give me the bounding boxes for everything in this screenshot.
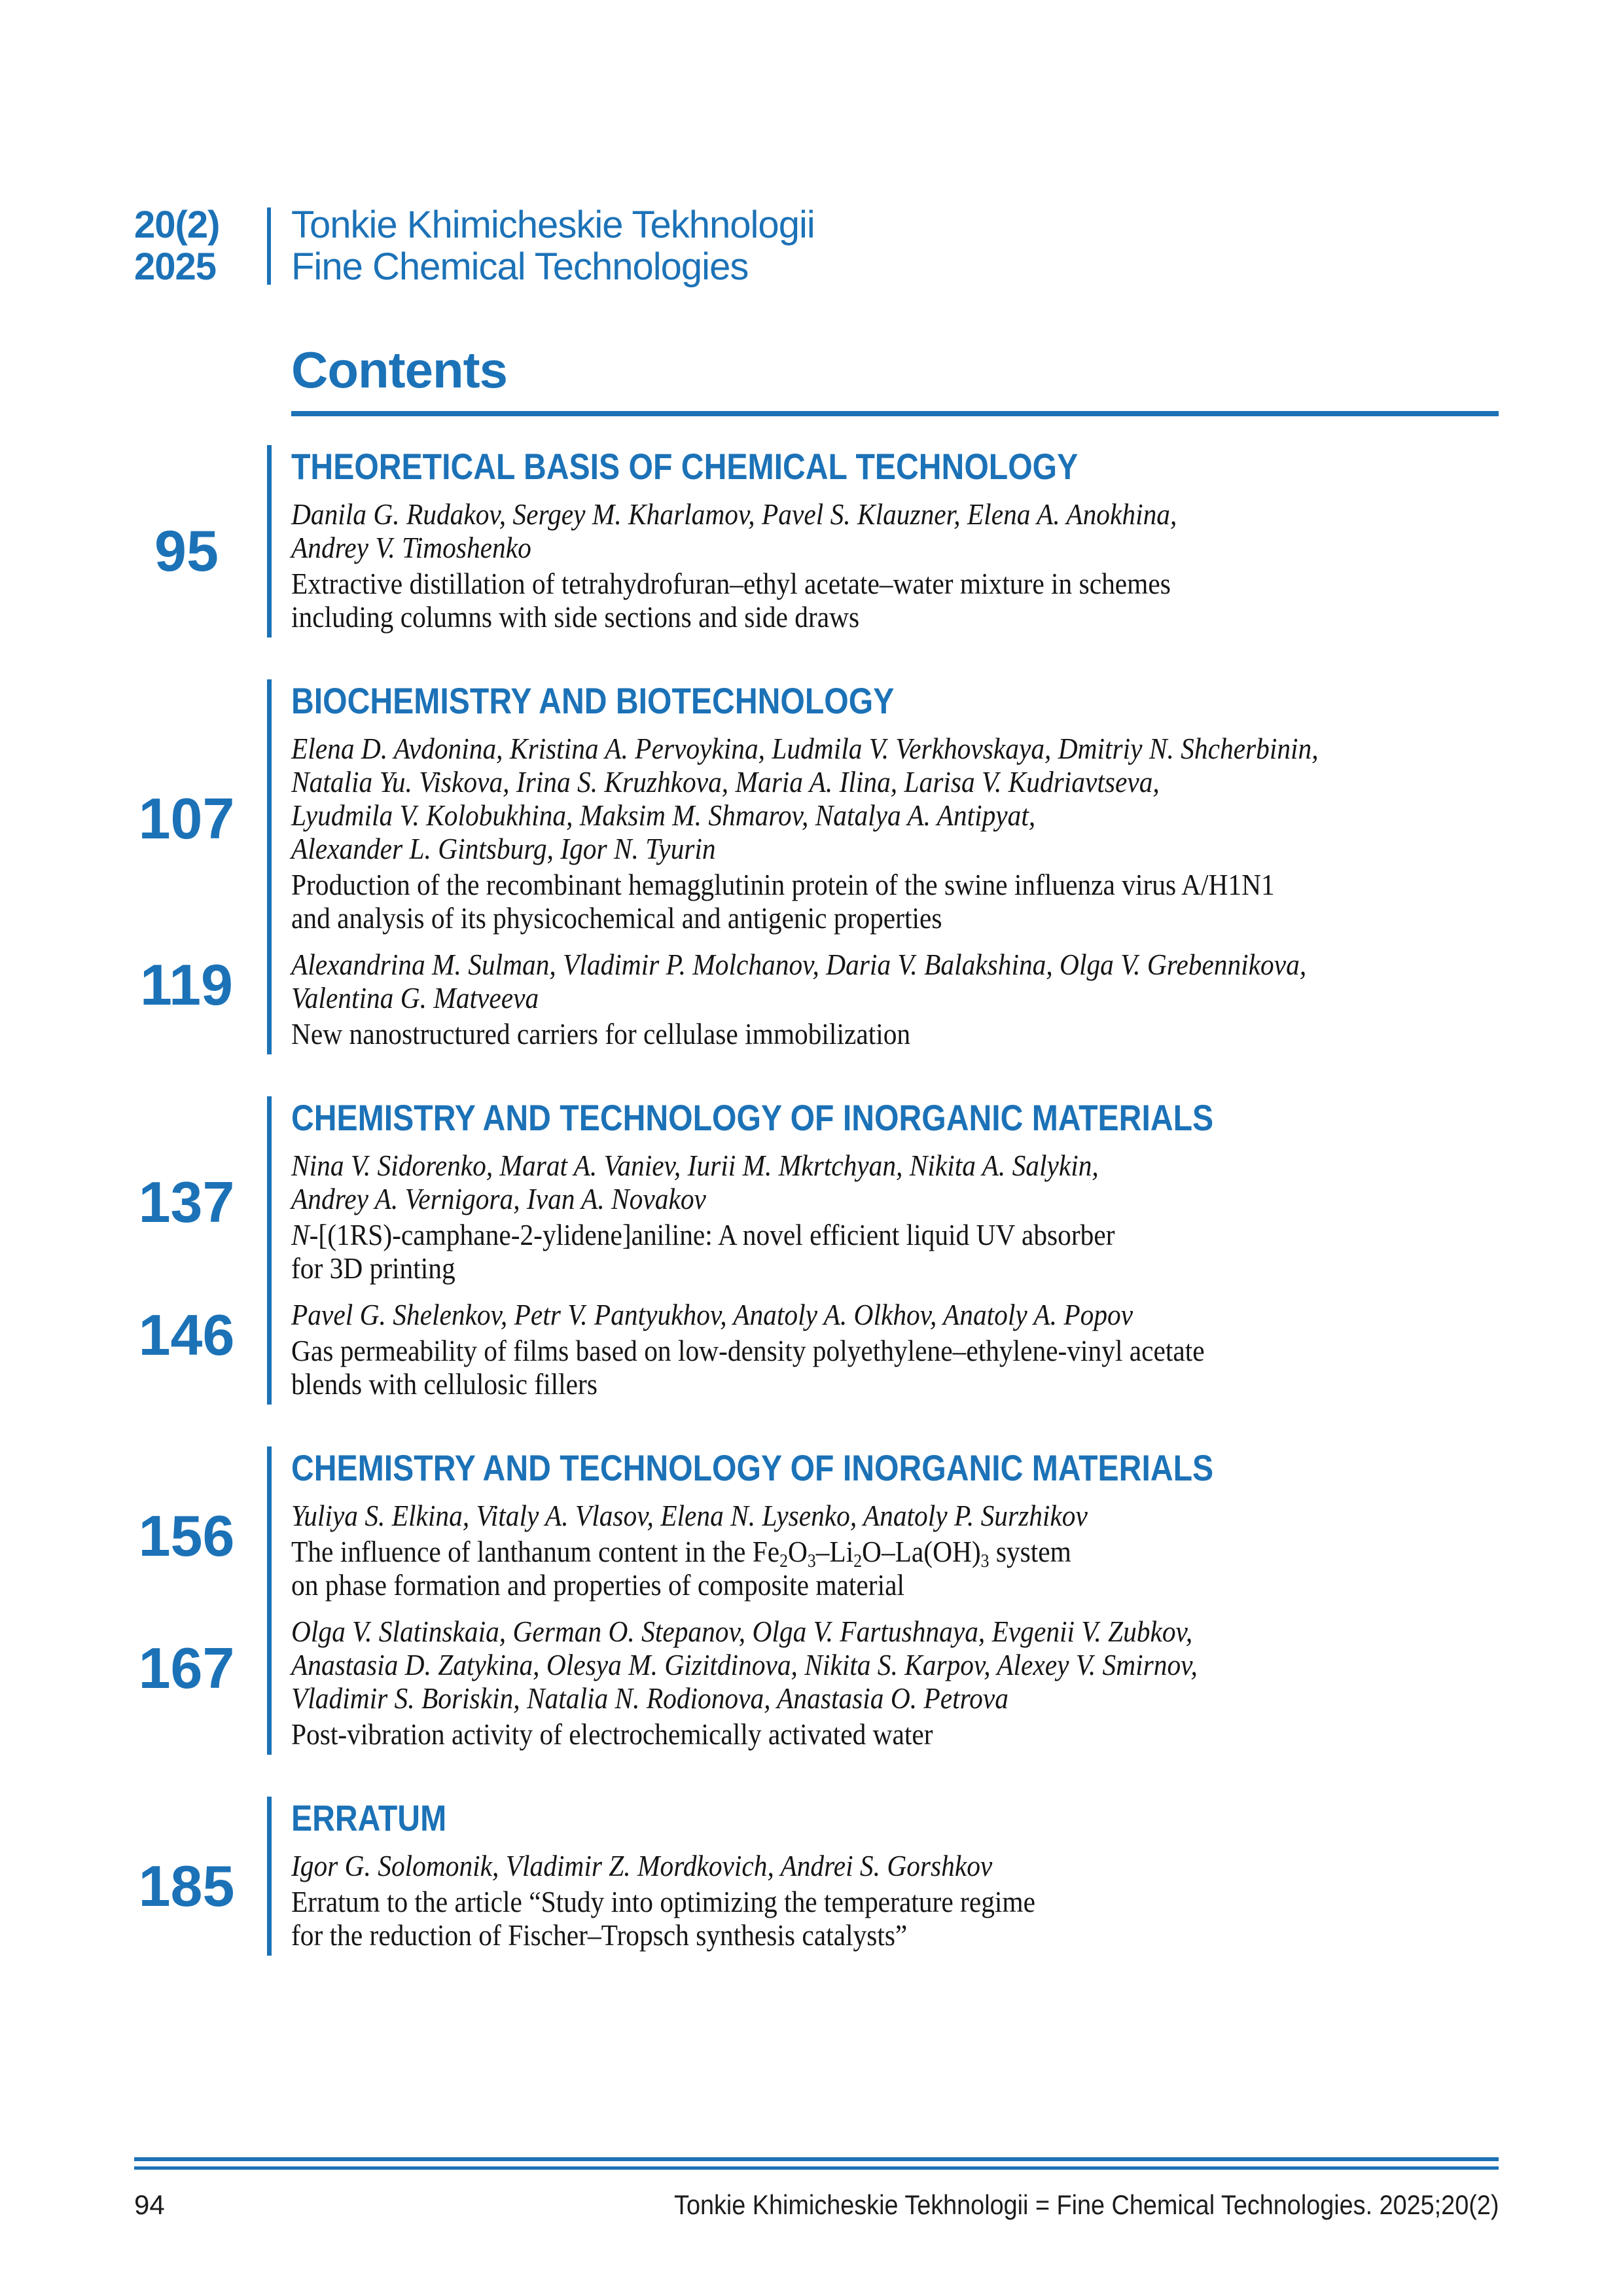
issue-block	[134, 204, 219, 288]
entry-authors: Nina V. Sidorenko, Marat A. Vaniev, Iurii M. Mkrtchyan, Nikita A. Salykin, Andrey A. Vernigora, Ivan A. Novakov	[291, 1149, 1099, 1215]
section-erratum	[134, 1799, 1499, 1952]
toc-entry	[138, 1849, 1499, 1952]
page-footer	[134, 2157, 1499, 2221]
entry-authors: Igor G. Solomonik, Vladimir Z. Mordkovich, Andrei S. Gorshkov	[291, 1849, 993, 1882]
issue-year: 2025	[134, 245, 217, 288]
journal-titles	[291, 204, 1499, 288]
entry-page-number: 185	[138, 1853, 235, 1918]
section-bar	[267, 679, 272, 1054]
entry-authors: Pavel G. Shelenkov, Petr V. Pantyukhov, Anatoly A. Olkhov, Anatoly A. Popov	[291, 1298, 1133, 1331]
section-bar	[267, 1096, 272, 1405]
toc-entry	[138, 732, 1499, 935]
section-heading: THEORETICAL BASIS OF CHEMICAL TECHNOLOGY	[291, 446, 1079, 487]
section-biochemistry	[134, 682, 1499, 1050]
entry-page-number: 137	[138, 1170, 235, 1234]
entry-page-number: 95	[154, 518, 219, 583]
page-title: Contents	[291, 341, 507, 399]
toc-entry	[138, 1149, 1499, 1285]
entry-authors: Olga V. Slatinskaia, German O. Stepanov, Olga V. Fartushnaya, Evgenii V. Zubkov, Anastasia D. Zatykina, Olesya M. Gizitdinova, Nikita S. Karpov, Alexey V. Smirnov, Vladimir S. Boriskin, Natalia N. Rodionova, Anastasia O. Petrova	[291, 1615, 1198, 1715]
entry-title: New nanostructured carriers for cellulase immobilization	[291, 1017, 911, 1050]
entry-title: The influence of lanthanum content in the $Fe_2O_3-Li_2O-La(OH)_3$ system on phase formation and properties of composite material	[291, 1535, 1071, 1602]
running-title-citation: Tonkie Khimicheskie Tekhnologii = Fine Chemical Technologies. 2025;20(2)	[673, 2189, 1499, 2220]
section-bar	[267, 445, 272, 637]
entry-title: Erratum to the article “Study into optimizing the temperature regime for the reduction of Fischer–Tropsch synthesis catalysts”	[291, 1885, 1035, 1952]
section-bar	[267, 1446, 272, 1755]
entry-title: N-[(1RS)-camphane-2-ylidene]aniline: A novel efficient liquid UV absorber for 3D printing	[291, 1218, 1115, 1285]
entry-page-number: 119	[140, 952, 233, 1017]
section-theoretical-basis	[134, 448, 1499, 634]
entry-authors: Elena D. Avdonina, Kristina A. Pervoykina, Ludmila V. Verkhovskaya, Dmitriy N. Shcherbinin, Natalia Yu. Viskova, Irina S. Kruzhkova, Maria A. Ilina, Larisa V. Kudriavtseva, Lyudmila V. Kolobukhina, Maksim M. Shmarov, Natalya A. Antipyat, Alexander L. Gintsburg, Igor N. Tyurin	[291, 732, 1319, 865]
toc-body	[134, 448, 1499, 1952]
journal-header	[134, 204, 1499, 288]
section-heading: ERRATUM	[291, 1797, 447, 1839]
toc-entry	[154, 497, 1499, 634]
entry-page-number: 156	[138, 1503, 235, 1568]
entry-page-number: 146	[138, 1302, 235, 1367]
journal-title-translit: Tonkie Khimicheskie Tekhnologii	[291, 204, 815, 246]
entry-page-number: 107	[138, 786, 235, 851]
contents-rule	[291, 411, 1499, 416]
section-heading: CHEMISTRY AND TECHNOLOGY OF INORGANIC MATERIALS	[291, 1447, 1214, 1488]
issue-number: 20(2)	[134, 204, 220, 246]
entry-page-number: 167	[138, 1636, 235, 1700]
section-inorganic-materials-1	[134, 1099, 1499, 1401]
entry-title: Post-vibration activity of electrochemically activated water	[291, 1717, 933, 1751]
section-heading: BIOCHEMISTRY AND BIOTECHNOLOGY	[291, 680, 895, 721]
journal-title-english: Fine Chemical Technologies	[291, 245, 749, 288]
toc-entry	[140, 948, 1499, 1050]
entry-authors: Alexandrina M. Sulman, Vladimir P. Molchanov, Daria V. Balakshina, Olga V. Grebennikova, Valentina G. Matveeva	[291, 948, 1307, 1014]
entry-authors: Danila G. Rudakov, Sergey M. Kharlamov, Pavel S. Klauzner, Elena A. Anokhina, Andrey V. Timoshenko	[291, 497, 1177, 564]
header-divider-bar	[267, 207, 271, 285]
entry-title: Gas permeability of films based on low-density polyethylene–ethylene-vinyl acetate blends with cellulosic fillers	[291, 1334, 1205, 1401]
entry-title: Production of the recombinant hemagglutinin protein of the swine influenza virus A/H1N1 and analysis of its physicochemical and antigenic properties	[291, 868, 1275, 935]
footer-rule-bottom	[134, 2166, 1499, 2170]
toc-entry	[138, 1499, 1499, 1602]
entry-title: Extractive distillation of tetrahydrofuran–ethyl acetate–water mixture in schemes including columns with side sections and side draws	[291, 567, 1171, 634]
entry-authors: Yuliya S. Elkina, Vitaly A. Vlasov, Elena N. Lysenko, Anatoly P. Surzhikov	[291, 1499, 1088, 1532]
folio-page-number: 94	[134, 2189, 165, 2220]
section-bar	[267, 1797, 272, 1956]
section-heading: CHEMISTRY AND TECHNOLOGY OF INORGANIC MATERIALS	[291, 1097, 1214, 1138]
section-inorganic-materials-2	[134, 1449, 1499, 1751]
toc-entry	[138, 1615, 1499, 1751]
footer-rule-top	[134, 2157, 1499, 2161]
toc-entry	[138, 1298, 1499, 1401]
